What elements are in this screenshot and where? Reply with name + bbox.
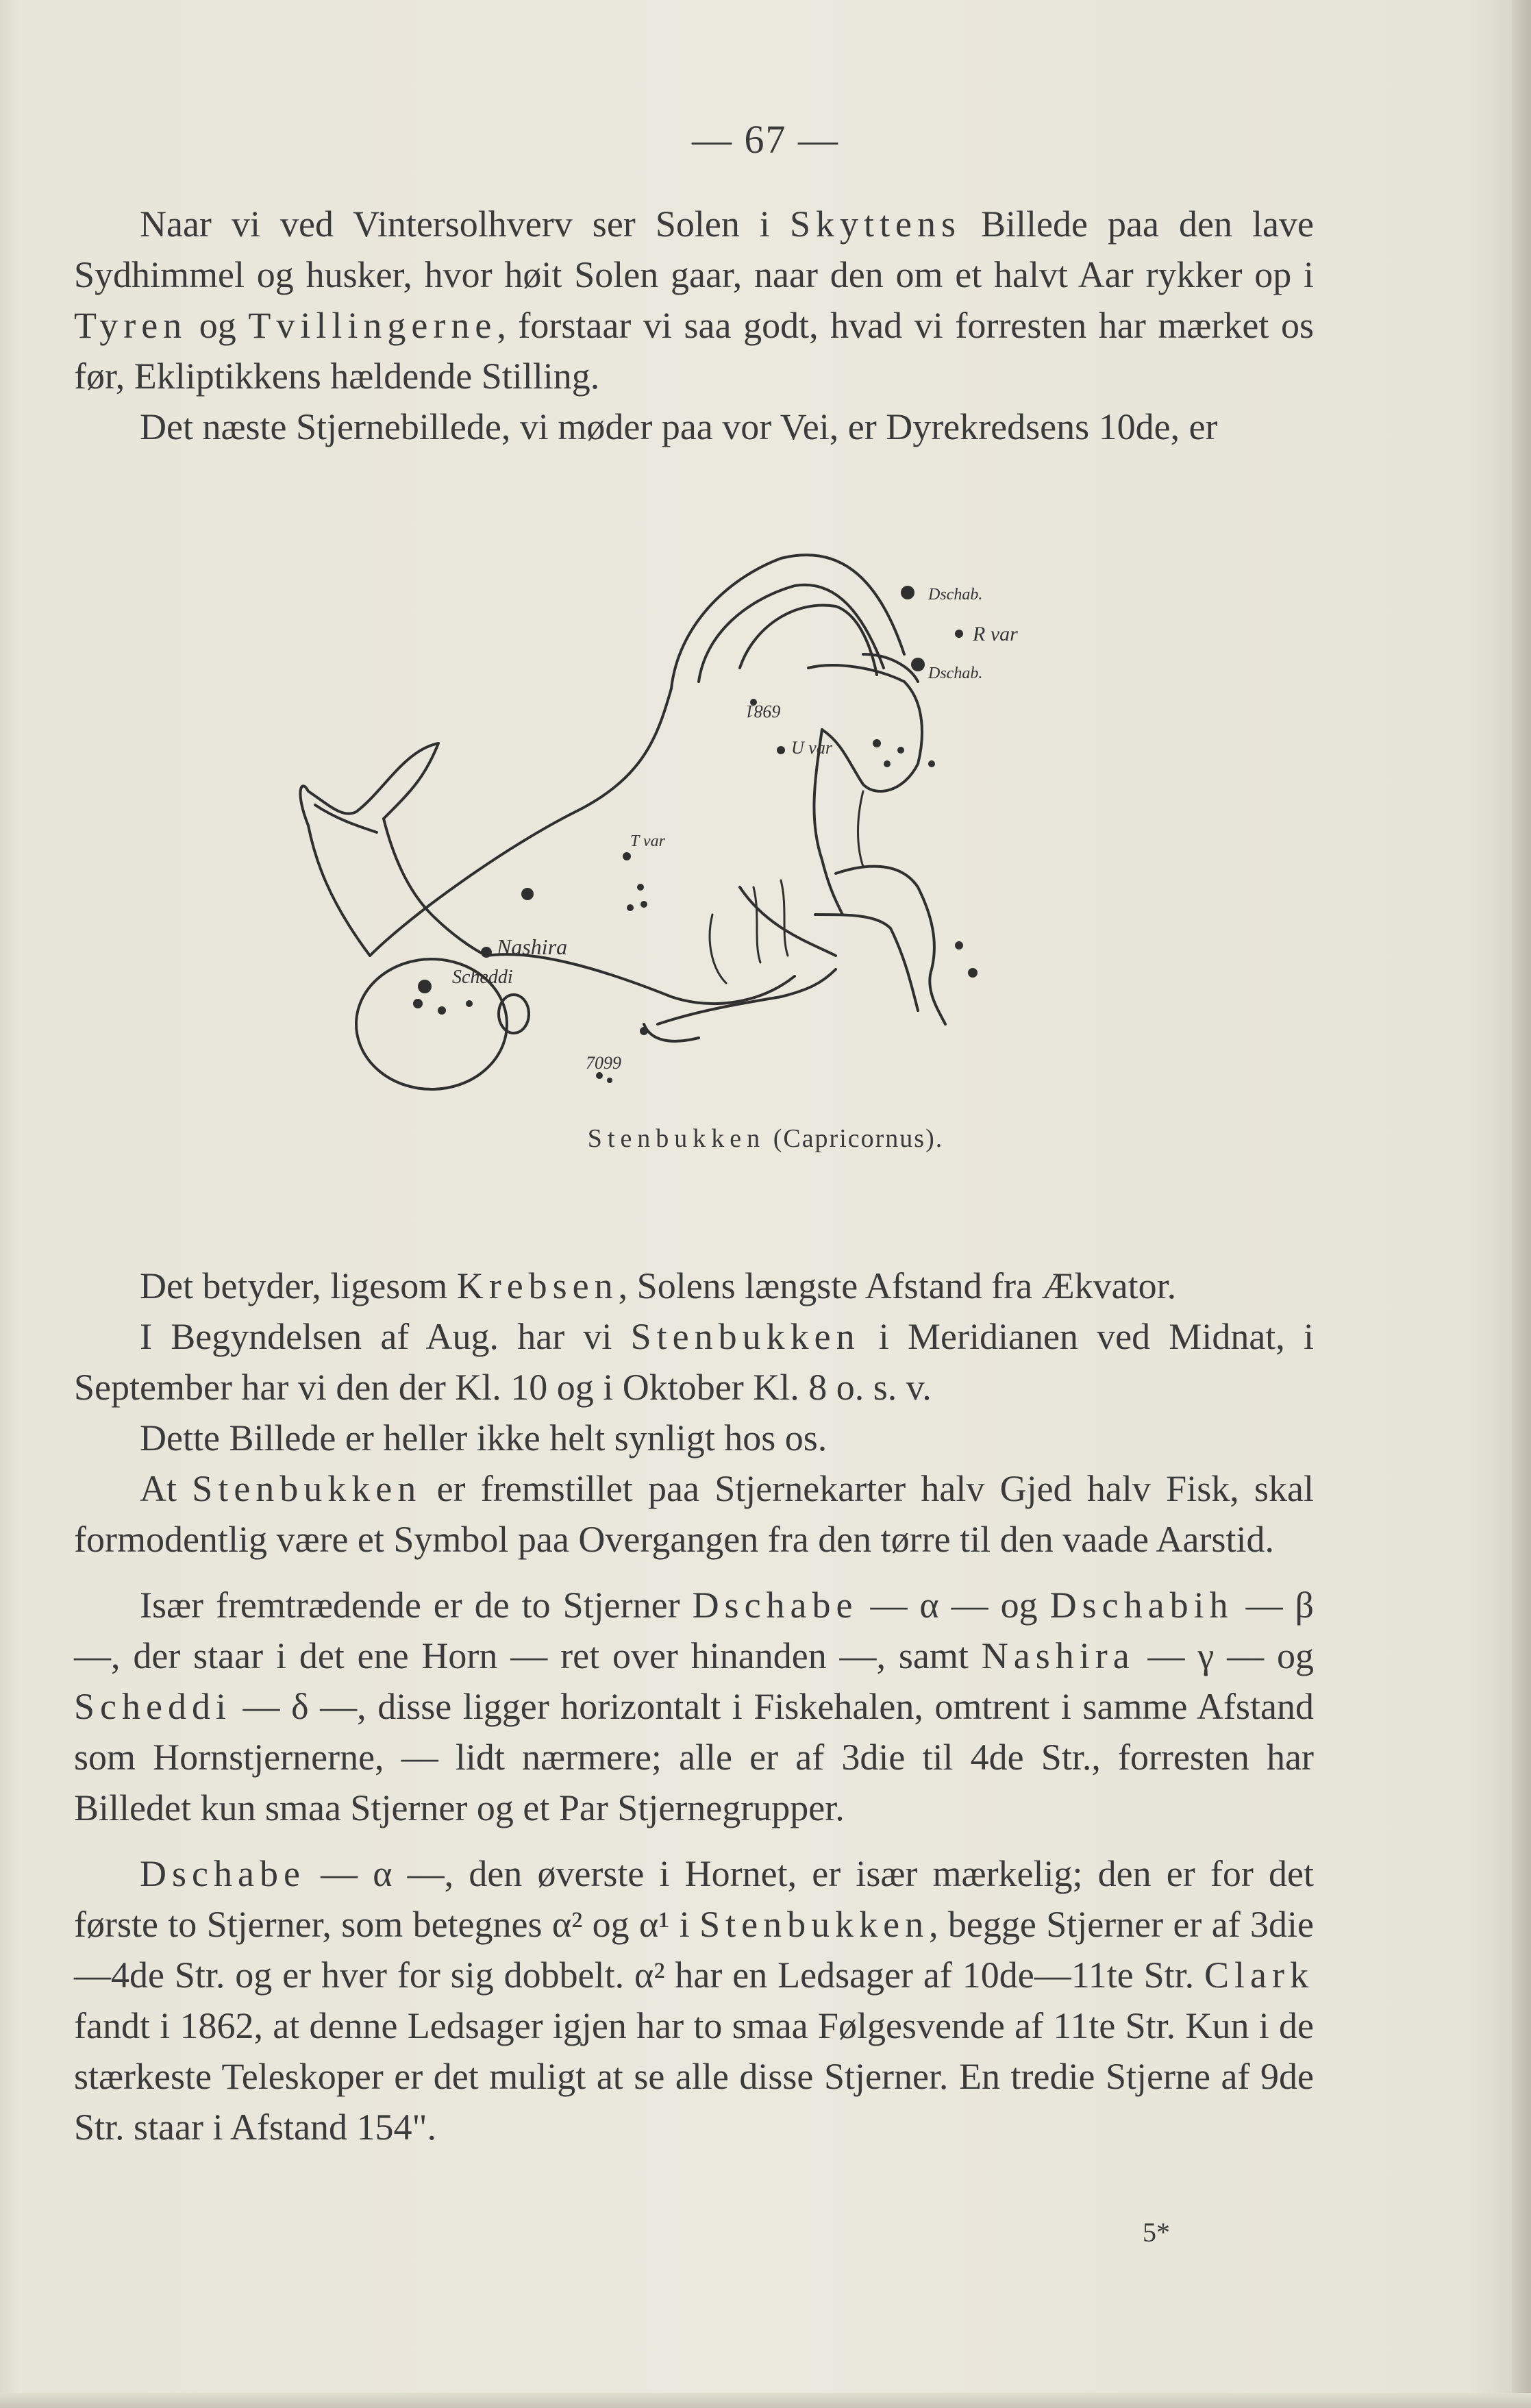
figure-small-ring [499,995,529,1033]
page-number: — 67 — [692,117,839,162]
figure-tail-inner [315,805,377,832]
label-t-var: T var [630,832,665,850]
figure-head [808,665,922,791]
figure-shade-1 [710,915,726,983]
figure-capricornus [288,531,1055,1120]
figure-knee [740,887,836,956]
figure-tail [300,743,486,956]
label-r-var: R var [973,623,1018,645]
star-nashira [481,947,492,958]
figure-belly-line [486,954,795,1004]
signature-mark: 5* [1143,2217,1170,2248]
figure-ear [863,654,918,682]
star-dschabih [911,658,925,671]
constellation-drawing [288,531,1055,1120]
figure-hoof [644,1024,699,1041]
text-block-bottom [74,1261,1314,2152]
label-6981: 6981 [745,702,781,721]
figure-back-leg [658,969,836,1024]
text-block-top [74,199,1314,452]
star-dschabe [901,586,914,599]
paragraph-2: Det næste Stjernebillede, vi møder paa vor Vei, er Dyrekredsens 10de, er [140,406,1218,447]
paragraph-3: Det betyder, ligesom Krebsen, Solens længste Afstand fra Ækvator. [140,1265,1177,1306]
label-u-var: U var [791,738,832,758]
paragraph-5: Dette Billede er heller ikke helt synligt hos os. [140,1417,827,1459]
page-edge-right [1512,0,1531,2408]
paragraph-6: At Stenbukken er fremstillet paa Stjernekarter halv Gjed halv Fisk, skal formodentlig være et Symbol paa Overgangen fra den tørre til den vaade Aarstid. [74,1468,1315,1560]
figure-front-leg-1 [836,867,945,1024]
figure-shade-4 [858,791,864,867]
figure-shade-2 [754,887,760,963]
label-dschabe: Dschab. [928,586,983,604]
label-scheddi: Scheddi [452,967,513,988]
figure-back-line [370,688,671,956]
paragraph-1: Naar vi ved Vintersolhverv ser Solen i Skyttens Billede paa den lave Sydhimmel og husker, hvor høit Solen gaar, naar den om et halvt Aar rykker op i Tyren og Tvillingerne, forstaar vi saa godt, hvad vi forresten har mærket os før, Ekliptikkens hældende Stilling. [74,203,1315,397]
label-nashira: Nashira [497,934,568,959]
star-scheddi [418,980,432,993]
page-edge-bottom [0,2393,1531,2408]
paragraph-7: Især fremtrædende er de to Stjerner Dschabe — α — og Dschabih — β —, der staar i det ene Horn — ret over hinanden —, samt Nashira — γ — og Scheddi — δ —, disse ligger horizontalt i Fiskehalen, omtrent i samme Afstand som Hornstjernerne, — lidt nærmere; alle er af 3die til 4de Str., forresten har Billedet kun smaa Stjerner og et Par Stjernegrupper. [74,1585,1315,1828]
figure-shade-3 [781,880,788,956]
label-7099: 7099 [586,1053,621,1073]
paragraph-4: I Begyndelsen af Aug. har vi Stenbukken i Meridianen ved Midnat, i September har vi den der Kl. 10 og i Oktober Kl. 8 o. s. v. [74,1316,1315,1408]
figure-caption: Stenbukken (Capricornus). [587,1124,944,1153]
figure-front-leg-2 [815,915,918,1010]
label-dschabih: Dschab. [928,665,983,682]
paragraph-8: Dschabe — α —, den øverste i Hornet, er især mærkelig; den er for det første to Stjerner, som betegnes α² og α¹ i Stenbukken, begge Stjerner er af 3die—4de Str. og er hver for sig dobbelt. α² har en Ledsager af 10de—11te Str. Clark fandt i 1862, at denne Ledsager igjen har to smaa Følgesvende af 11te Str. Kun i de stærkeste Teleskoper er det muligt at se alle disse Stjerner. En tredie Stjerne af 9de Str. staar i Afstand 154". [74,1853,1314,2148]
